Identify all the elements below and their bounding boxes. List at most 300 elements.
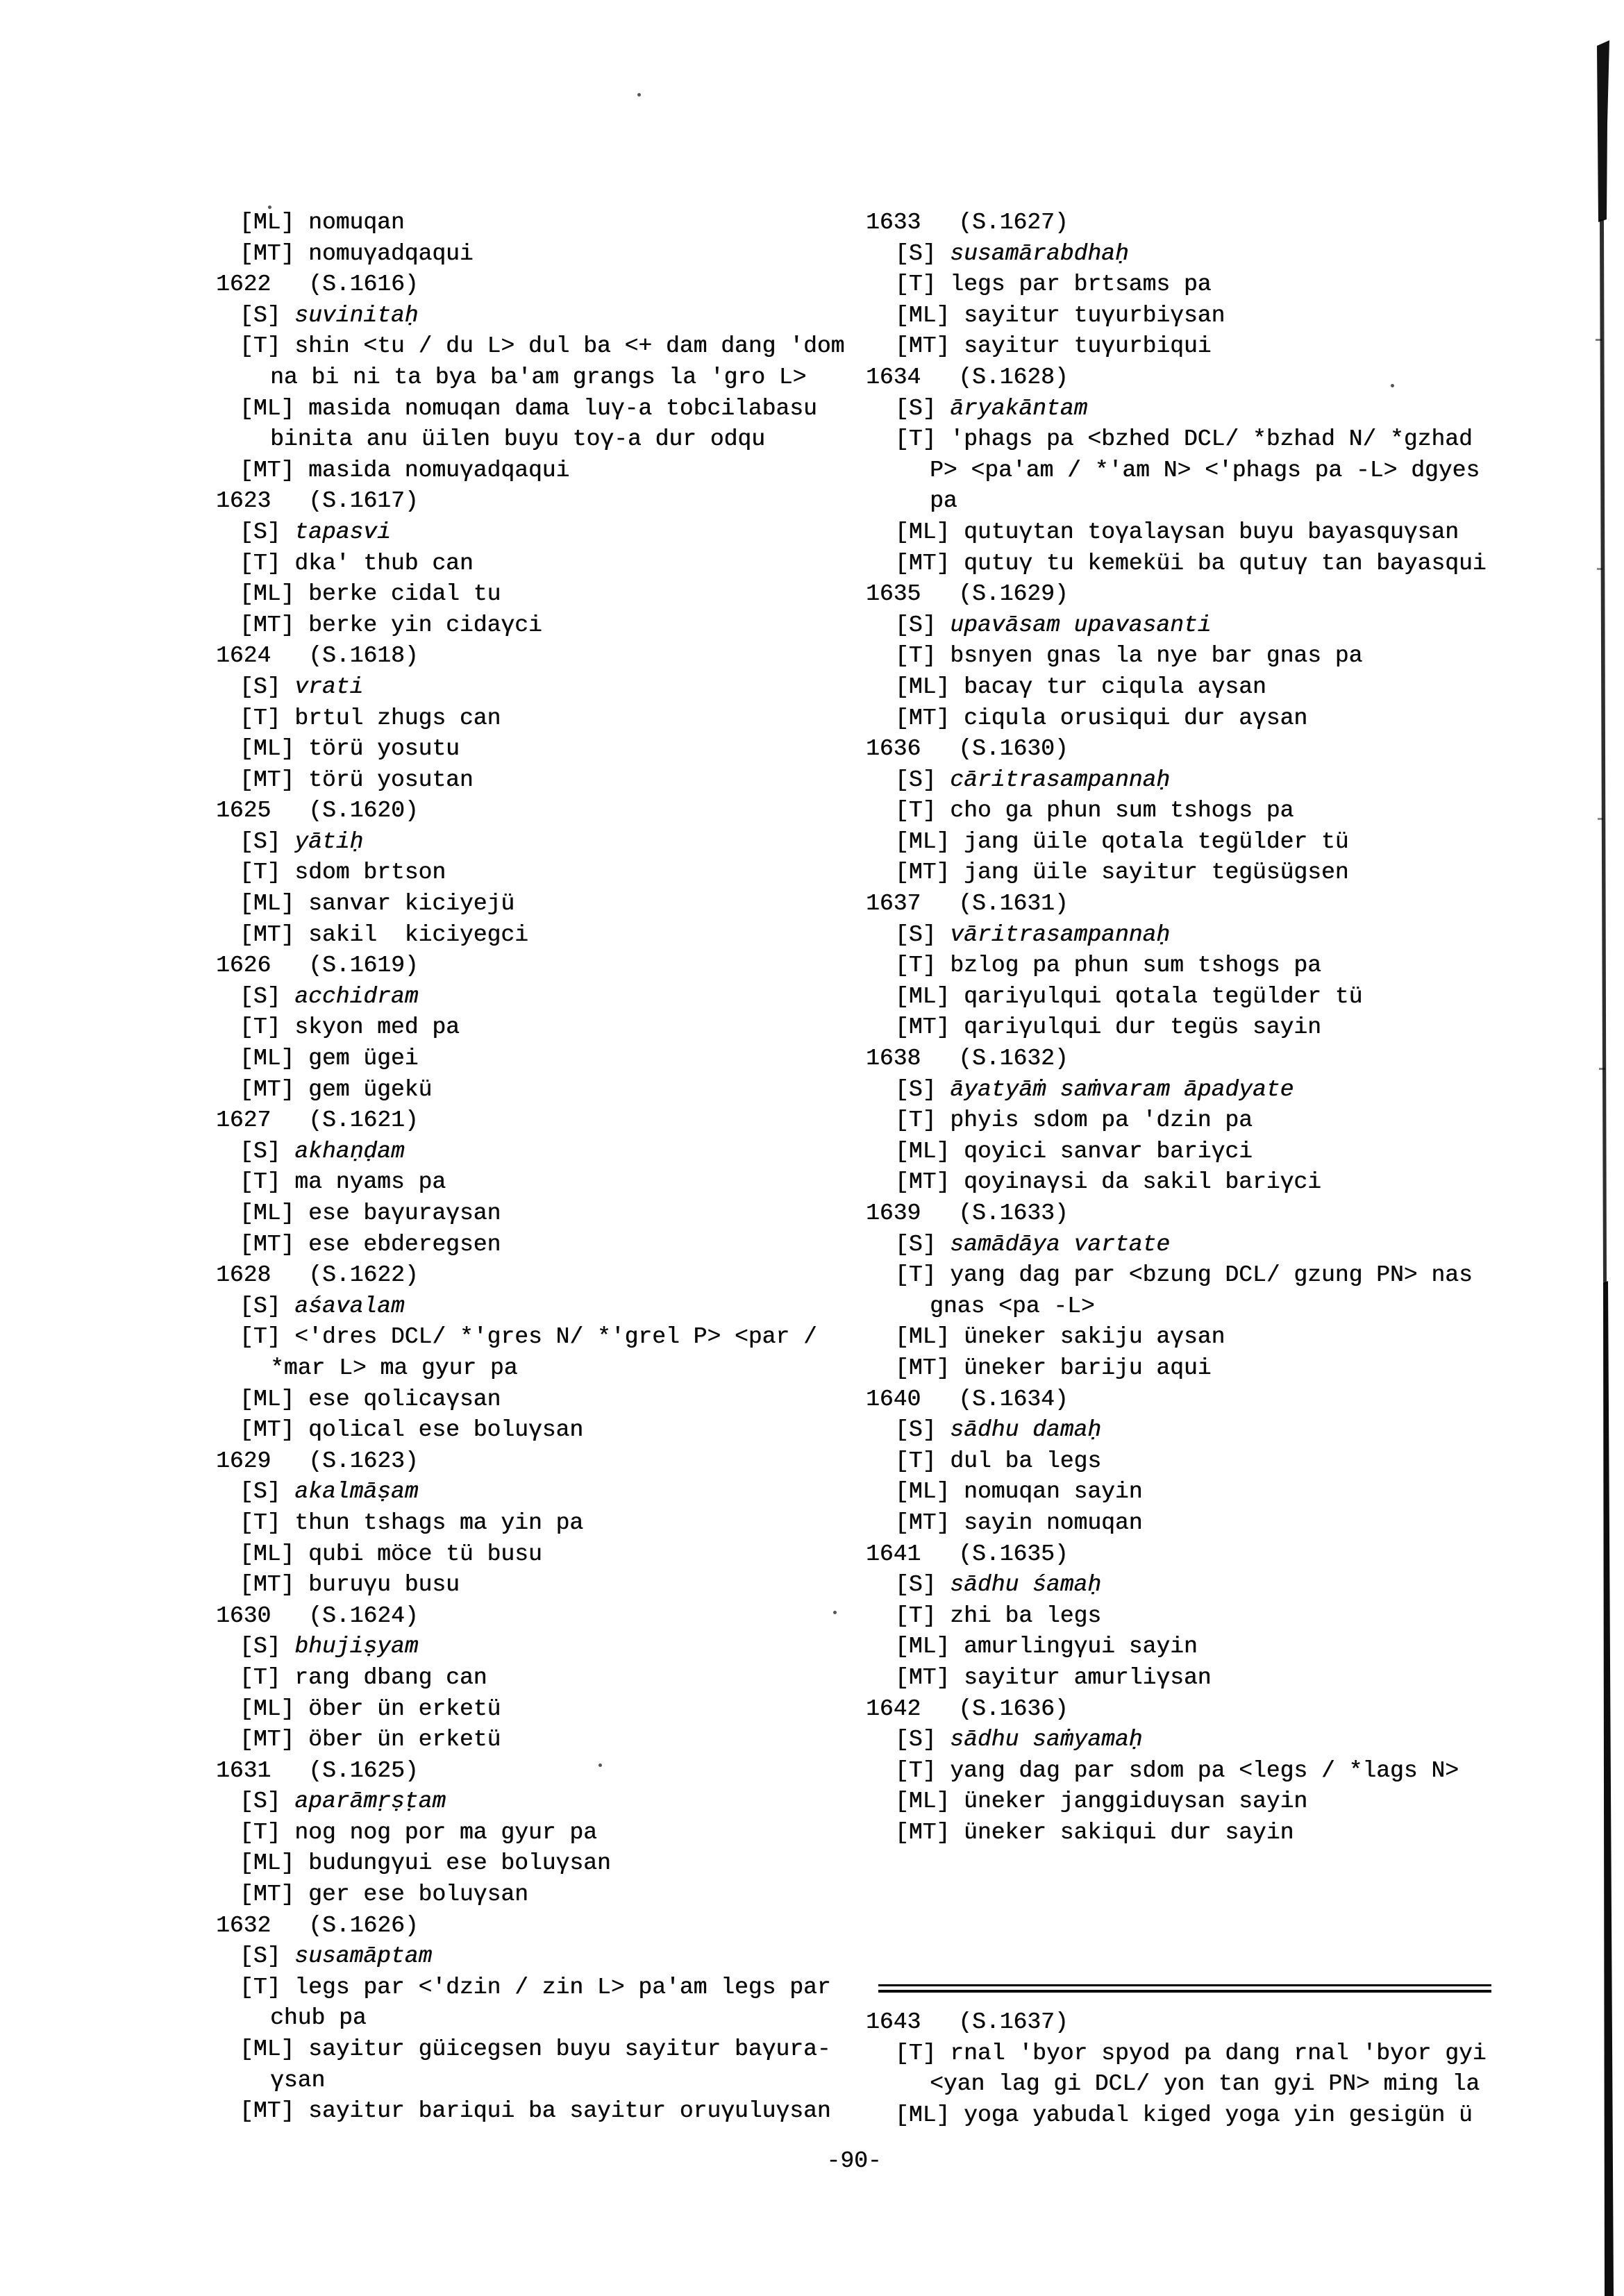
field-line <box>216 301 869 332</box>
field-line <box>216 579 869 610</box>
field-label: [T] <box>240 1509 281 1536</box>
field-line <box>866 1353 1532 1384</box>
section-divider-line <box>878 1984 1491 1993</box>
entry-number: 1630 <box>216 1602 271 1629</box>
field-label: [ML] <box>895 1788 951 1815</box>
field-value: ciqula orusiqui dur aγsan <box>950 705 1308 731</box>
field-label: [T] <box>240 1324 281 1350</box>
field-label: [ML] <box>240 1386 295 1412</box>
entry-heading <box>216 1446 869 1477</box>
field-value: nomuqan sayin <box>950 1479 1143 1505</box>
field-value: samādāya vartate <box>936 1231 1171 1257</box>
field-line <box>866 2038 1532 2070</box>
entry-source-ref: (S.1637) <box>958 2009 1069 2035</box>
field-value: phyis sdom pa 'dzin pa <box>936 1107 1253 1134</box>
field-value: gem ügei <box>294 1046 419 1072</box>
entry-source-ref: (S.1627) <box>958 210 1069 235</box>
field-label: [T] <box>240 1819 281 1845</box>
field-value: āryakāntam <box>936 395 1088 421</box>
field-label: [T] <box>895 271 937 298</box>
field-value: üneker bariju aqui <box>950 1355 1212 1381</box>
field-value: törü yosutu <box>294 736 460 762</box>
entry-heading <box>866 1198 1532 1230</box>
field-label: [MT] <box>240 1727 295 1753</box>
field-value: vrati <box>281 673 364 700</box>
field-line <box>866 1477 1532 1508</box>
field-label: [ML] <box>895 1479 951 1505</box>
scan-speck <box>268 206 271 209</box>
field-line <box>866 1446 1532 1477</box>
entry-number: 1638 <box>866 1046 921 1072</box>
field-value: qubi möce tü busu <box>294 1541 542 1567</box>
entry-source-ref: (S.1633) <box>958 1200 1069 1226</box>
field-line <box>216 517 869 548</box>
field-line <box>216 765 869 796</box>
field-line <box>216 1570 869 1601</box>
field-value: ger ese boluγsan <box>294 1882 528 1908</box>
field-line <box>216 1075 869 1106</box>
field-value: üneker sakiqui dur sayin <box>950 1819 1294 1845</box>
entry-number: 1626 <box>216 953 271 979</box>
field-value: yang dag par sdom pa <legs / *lags N> <box>936 1757 1459 1784</box>
field-line <box>216 1879 869 1911</box>
field-label: [MT] <box>895 1509 951 1536</box>
field-label: [ML] <box>240 736 295 762</box>
field-label: [MT] <box>240 1231 295 1257</box>
field-line <box>866 982 1532 1013</box>
field-label: [T] <box>240 705 281 731</box>
entry-heading <box>216 950 869 982</box>
field-value: yang dag par <bzung DCL/ gzung PN> nas <box>936 1262 1473 1289</box>
field-label: [ML] <box>240 1695 295 1722</box>
field-value: sādhu saṁyamaḥ <box>936 1727 1143 1753</box>
field-line <box>216 239 869 270</box>
field-line <box>216 455 869 487</box>
entry-heading <box>216 641 869 672</box>
field-label: [T] <box>240 1014 281 1041</box>
field-line <box>866 1818 1532 1849</box>
field-line <box>216 2034 869 2065</box>
field-label: [T] <box>240 333 281 360</box>
field-value: akalmāṣam <box>281 1479 419 1505</box>
field-line <box>216 672 869 703</box>
page-number: -90- <box>826 2148 882 2174</box>
field-line <box>216 1725 869 1756</box>
field-label: [T] <box>895 426 937 453</box>
field-line <box>866 1075 1532 1106</box>
field-label: [T] <box>895 2040 937 2066</box>
field-label: [S] <box>895 1231 937 1257</box>
continuation-line: chub pa <box>270 2005 367 2031</box>
field-label: [MT] <box>895 333 951 360</box>
field-line <box>866 394 1532 425</box>
field-line <box>216 1137 869 1168</box>
field-value: susamārabdhaḥ <box>936 240 1129 267</box>
field-label: [S] <box>895 1572 937 1598</box>
field-label: [MT] <box>240 1572 295 1598</box>
field-label: [T] <box>240 1169 281 1196</box>
entry-heading <box>216 486 869 517</box>
field-label: [S] <box>240 983 281 1009</box>
field-label: [T] <box>895 643 937 669</box>
field-label: [MT] <box>895 1355 951 1381</box>
field-value: gem ügekü <box>294 1076 433 1103</box>
field-label: [S] <box>240 828 281 855</box>
field-label: [T] <box>895 953 937 979</box>
field-label: [S] <box>895 1076 937 1103</box>
field-value: buruγu busu <box>294 1572 460 1598</box>
field-line <box>866 1508 1532 1539</box>
field-label: [T] <box>895 1262 937 1289</box>
field-line <box>866 920 1532 951</box>
field-label: [ML] <box>240 2036 295 2063</box>
field-line <box>216 548 869 580</box>
field-label: [ML] <box>895 519 951 545</box>
entry-source-ref: (S.1619) <box>308 953 419 979</box>
entry-heading <box>866 1044 1532 1075</box>
field-line <box>866 1230 1532 1261</box>
entry-number: 1637 <box>866 891 921 917</box>
field-label: [T] <box>895 798 937 824</box>
field-line <box>216 1539 869 1570</box>
field-line <box>866 424 1532 455</box>
field-value: aśavalam <box>281 1293 405 1319</box>
field-line <box>216 1012 869 1044</box>
field-line <box>216 1044 869 1075</box>
field-value: bsnyen gnas la nye bar gnas pa <box>936 643 1363 669</box>
entry-number: 1632 <box>216 1912 271 1938</box>
field-label: [MT] <box>240 1417 295 1443</box>
field-line <box>216 2096 869 2127</box>
entry-heading <box>216 269 869 301</box>
field-label: [MT] <box>895 1169 951 1196</box>
field-label: [S] <box>895 240 937 267</box>
field-value: sayitur bariqui ba sayitur oruγuluγsan <box>294 2098 831 2125</box>
field-label: [MT] <box>240 457 295 483</box>
field-line <box>866 269 1532 301</box>
field-value: qutuγtan toγalaγsan buyu bayasquγsan <box>950 519 1459 545</box>
continuation-line: γsan <box>270 2067 326 2093</box>
field-value: üneker sakiju aγsan <box>950 1324 1225 1350</box>
entry-number: 1636 <box>866 736 921 762</box>
field-label: [T] <box>895 1602 937 1629</box>
field-value: <'dres DCL/ *'gres N/ *'grel P> <par / <box>281 1324 817 1350</box>
field-line <box>216 394 869 425</box>
field-value: berke cidal tu <box>294 581 501 607</box>
field-value: rnal 'byor spyod pa dang rnal 'byor gyi <box>936 2040 1487 2066</box>
field-line <box>866 517 1532 548</box>
glossary-column-right <box>866 208 1532 1848</box>
field-label: [ML] <box>895 2102 951 2128</box>
field-line <box>216 889 869 920</box>
field-line <box>216 331 869 362</box>
entry-number: 1625 <box>216 798 271 824</box>
entry-number: 1631 <box>216 1757 271 1784</box>
entry-heading <box>216 1260 869 1291</box>
field-line <box>216 1322 869 1353</box>
field-value: thun tshags ma yin pa <box>281 1509 584 1536</box>
entry-source-ref: (S.1616) <box>308 271 419 298</box>
field-value: legs par <'dzin / zin L> pa'am legs par <box>281 1974 831 2000</box>
field-label: [S] <box>895 921 937 948</box>
field-line <box>866 548 1532 580</box>
continuation-line: gnas <pa -L> <box>930 1293 1095 1319</box>
field-line <box>866 827 1532 858</box>
field-value: sādhu damaḥ <box>936 1417 1102 1443</box>
field-line <box>216 208 869 239</box>
field-label: [T] <box>240 1974 281 2000</box>
field-line <box>866 1415 1532 1446</box>
field-line <box>866 796 1532 827</box>
glossary-footer-section <box>866 2007 1532 2131</box>
field-line <box>216 734 869 765</box>
field-label: [ML] <box>240 395 295 421</box>
field-value: zhi ba legs <box>936 1602 1102 1629</box>
field-line <box>866 1260 1532 1291</box>
field-line <box>216 1786 869 1818</box>
field-label: [ML] <box>240 1850 295 1877</box>
field-label: [MT] <box>240 612 295 638</box>
field-label: [S] <box>240 519 281 545</box>
field-label: [S] <box>240 1479 281 1505</box>
entry-source-ref: (S.1628) <box>958 364 1069 390</box>
field-value: cho ga phun sum tshogs pa <box>936 798 1294 824</box>
field-value: budungγui ese boluγsan <box>294 1850 611 1877</box>
field-value: törü yosutan <box>294 766 474 793</box>
field-value: üneker janggiduγsan sayin <box>950 1788 1308 1815</box>
field-line <box>866 1570 1532 1601</box>
continuation-line: <yan lag gi DCL/ yon tan gyi PN> ming la <box>930 2071 1480 2097</box>
field-line <box>866 1322 1532 1353</box>
entry-heading <box>866 208 1532 239</box>
field-value: qolical ese boluγsan <box>294 1417 584 1443</box>
field-value: sanvar kiciyejü <box>294 891 515 917</box>
entry-heading <box>866 889 1532 920</box>
field-value: berke yin cidaγci <box>294 612 542 638</box>
entry-number: 1643 <box>866 2009 921 2035</box>
field-label: [S] <box>240 1788 281 1815</box>
field-line <box>866 1632 1532 1663</box>
field-value: qariγulqui dur tegüs sayin <box>950 1014 1321 1041</box>
entry-heading <box>216 1756 869 1787</box>
field-line <box>866 2100 1532 2131</box>
field-value: qoyinaγsi da sakil bariγci <box>950 1169 1321 1196</box>
field-label: [MT] <box>895 705 951 731</box>
field-value: 'phags pa <bzhed DCL/ *bzhad N/ *gzhad <box>936 426 1473 453</box>
field-line <box>866 950 1532 982</box>
entry-source-ref: (S.1620) <box>308 798 419 824</box>
entry-heading <box>216 1911 869 1942</box>
entry-heading <box>866 1694 1532 1725</box>
field-label: [MT] <box>895 860 951 886</box>
field-value: amurlingγui sayin <box>950 1634 1198 1660</box>
field-label: [T] <box>895 1757 937 1784</box>
field-line <box>866 1725 1532 1756</box>
entry-source-ref: (S.1636) <box>958 1695 1069 1722</box>
entry-number: 1635 <box>866 581 921 607</box>
field-label: [ML] <box>895 1138 951 1164</box>
entry-heading <box>866 734 1532 765</box>
field-value: rang dbang can <box>281 1664 487 1691</box>
field-line <box>866 1756 1532 1787</box>
field-line <box>216 1477 869 1508</box>
field-label: [MT] <box>240 1882 295 1908</box>
entry-source-ref: (S.1630) <box>958 736 1069 762</box>
field-value: akhaṇḍam <box>281 1138 405 1164</box>
entry-source-ref: (S.1625) <box>308 1757 419 1784</box>
field-value: jang üile qotala tegülder tü <box>950 828 1349 855</box>
field-line <box>866 301 1532 332</box>
field-label: [MT] <box>240 766 295 793</box>
field-label: [T] <box>240 550 281 576</box>
continuation-line: *mar L> ma gyur pa <box>270 1355 518 1381</box>
field-label: [ML] <box>240 1541 295 1567</box>
entry-number: 1633 <box>866 210 921 235</box>
field-value: shin <tu / du L> dul ba <+ dam dang 'dom <box>281 333 845 360</box>
field-line <box>866 641 1532 672</box>
field-value: aparāmṛṣṭam <box>281 1788 446 1815</box>
field-value: bhujiṣyam <box>281 1634 419 1660</box>
field-value: sayitur amurliγsan <box>950 1664 1212 1691</box>
field-value: susamāptam <box>281 1943 433 1970</box>
field-value: ese qolicaγsan <box>294 1386 501 1412</box>
field-line <box>866 331 1532 362</box>
field-value: yātiḥ <box>281 828 364 855</box>
entry-heading <box>216 1601 869 1632</box>
entry-heading <box>866 362 1532 394</box>
entry-heading <box>866 1384 1532 1416</box>
field-value: sayitur tuγurbiγsan <box>950 302 1225 328</box>
field-value: dul ba legs <box>936 1448 1102 1474</box>
field-line <box>866 1012 1532 1044</box>
field-label: [ML] <box>895 828 951 855</box>
entry-number: 1641 <box>866 1541 921 1567</box>
field-value: āyatyāṁ saṁvaram āpadyate <box>936 1076 1294 1103</box>
field-line <box>216 1291 869 1323</box>
entry-heading <box>866 1539 1532 1570</box>
field-value: vāritrasampannaḥ <box>936 921 1171 948</box>
field-value: masida nomuqan dama luγ-a tobcilabasu <box>294 395 817 421</box>
field-value: jang üile sayitur tegüsügsen <box>950 860 1349 886</box>
field-label: [MT] <box>240 921 295 948</box>
field-line <box>866 765 1532 796</box>
field-label: [ML] <box>240 210 295 235</box>
field-line <box>216 1818 869 1849</box>
field-label: [ML] <box>895 1324 951 1350</box>
field-line <box>866 239 1532 270</box>
field-value: masida nomuγadqaqui <box>294 457 570 483</box>
field-label: [T] <box>895 1107 937 1134</box>
field-value: sakil kiciyegci <box>294 921 528 948</box>
scan-speck <box>637 93 641 97</box>
field-line <box>216 827 869 858</box>
field-value: öber ün erketü <box>294 1695 501 1722</box>
field-line <box>866 672 1532 703</box>
entry-number: 1640 <box>866 1386 921 1412</box>
entry-number: 1622 <box>216 271 271 298</box>
field-label: [T] <box>240 860 281 886</box>
field-value: tapasvi <box>281 519 391 545</box>
entry-source-ref: (S.1617) <box>308 488 419 514</box>
entry-number: 1639 <box>866 1200 921 1226</box>
field-line <box>216 1663 869 1694</box>
field-label: [S] <box>240 302 281 328</box>
field-value: brtul zhugs can <box>281 705 501 731</box>
entry-number: 1642 <box>866 1695 921 1722</box>
continuation-line: pa <box>930 488 957 514</box>
field-label: [ML] <box>895 1634 951 1660</box>
field-line <box>866 857 1532 889</box>
field-line <box>216 1632 869 1663</box>
entry-number: 1627 <box>216 1107 271 1134</box>
scan-speck <box>1391 384 1394 387</box>
field-label: [MT] <box>240 1076 295 1103</box>
field-value: skyon med pa <box>281 1014 460 1041</box>
field-label: [S] <box>240 1943 281 1970</box>
field-value: sayitur tuγurbiqui <box>950 333 1212 360</box>
field-value: ese baγuraγsan <box>294 1200 501 1226</box>
entry-source-ref: (S.1629) <box>958 581 1069 607</box>
field-label: [MT] <box>895 1819 951 1845</box>
field-value: qutuγ tu kemeküi ba qutuγ tan bayasqui <box>950 550 1487 576</box>
entry-heading <box>866 2007 1532 2038</box>
field-value: ese ebderegsen <box>294 1231 501 1257</box>
entry-number: 1624 <box>216 643 271 669</box>
field-value: suvinitaḥ <box>281 302 419 328</box>
field-value: sayitur güicegsen buyu sayitur baγura- <box>294 2036 831 2063</box>
field-line <box>866 1601 1532 1632</box>
entry-number: 1628 <box>216 1262 271 1289</box>
field-label: [MT] <box>895 550 951 576</box>
field-label: [S] <box>240 1138 281 1164</box>
field-label: [MT] <box>240 2098 295 2125</box>
field-label: [T] <box>895 1448 937 1474</box>
field-line <box>216 1230 869 1261</box>
field-value: qoyici sanvar bariγci <box>950 1138 1253 1164</box>
entry-heading <box>216 796 869 827</box>
entry-number: 1629 <box>216 1448 271 1474</box>
entry-source-ref: (S.1632) <box>958 1046 1069 1072</box>
field-line <box>216 1848 869 1879</box>
entry-source-ref: (S.1621) <box>308 1107 419 1134</box>
field-value: acchidram <box>281 983 419 1009</box>
field-value: öber ün erketü <box>294 1727 501 1753</box>
entry-source-ref: (S.1634) <box>958 1386 1069 1412</box>
field-line <box>216 1384 869 1416</box>
field-label: [MT] <box>240 240 295 267</box>
field-value: upavāsam upavasanti <box>936 612 1212 638</box>
field-label: [MT] <box>895 1664 951 1691</box>
field-label: [S] <box>895 395 937 421</box>
entry-source-ref: (S.1635) <box>958 1541 1069 1567</box>
field-line <box>216 703 869 735</box>
field-value: sayin nomuqan <box>950 1509 1143 1536</box>
field-value: nog nog por ma gyur pa <box>281 1819 597 1845</box>
entry-number: 1634 <box>866 364 921 390</box>
field-line <box>866 1663 1532 1694</box>
entry-source-ref: (S.1618) <box>308 643 419 669</box>
field-value: nomuγadqaqui <box>294 240 474 267</box>
field-label: [S] <box>240 1293 281 1319</box>
field-line <box>216 1167 869 1198</box>
field-value: qariγulqui qotala tegülder tü <box>950 983 1363 1009</box>
field-label: [S] <box>240 673 281 700</box>
entry-source-ref: (S.1631) <box>958 891 1069 917</box>
field-label: [S] <box>895 1727 937 1753</box>
field-value: yoga yabudal kiged yoga yin gesigün ü <box>950 2102 1473 2128</box>
field-label: [ML] <box>895 302 951 328</box>
field-line <box>866 1137 1532 1168</box>
